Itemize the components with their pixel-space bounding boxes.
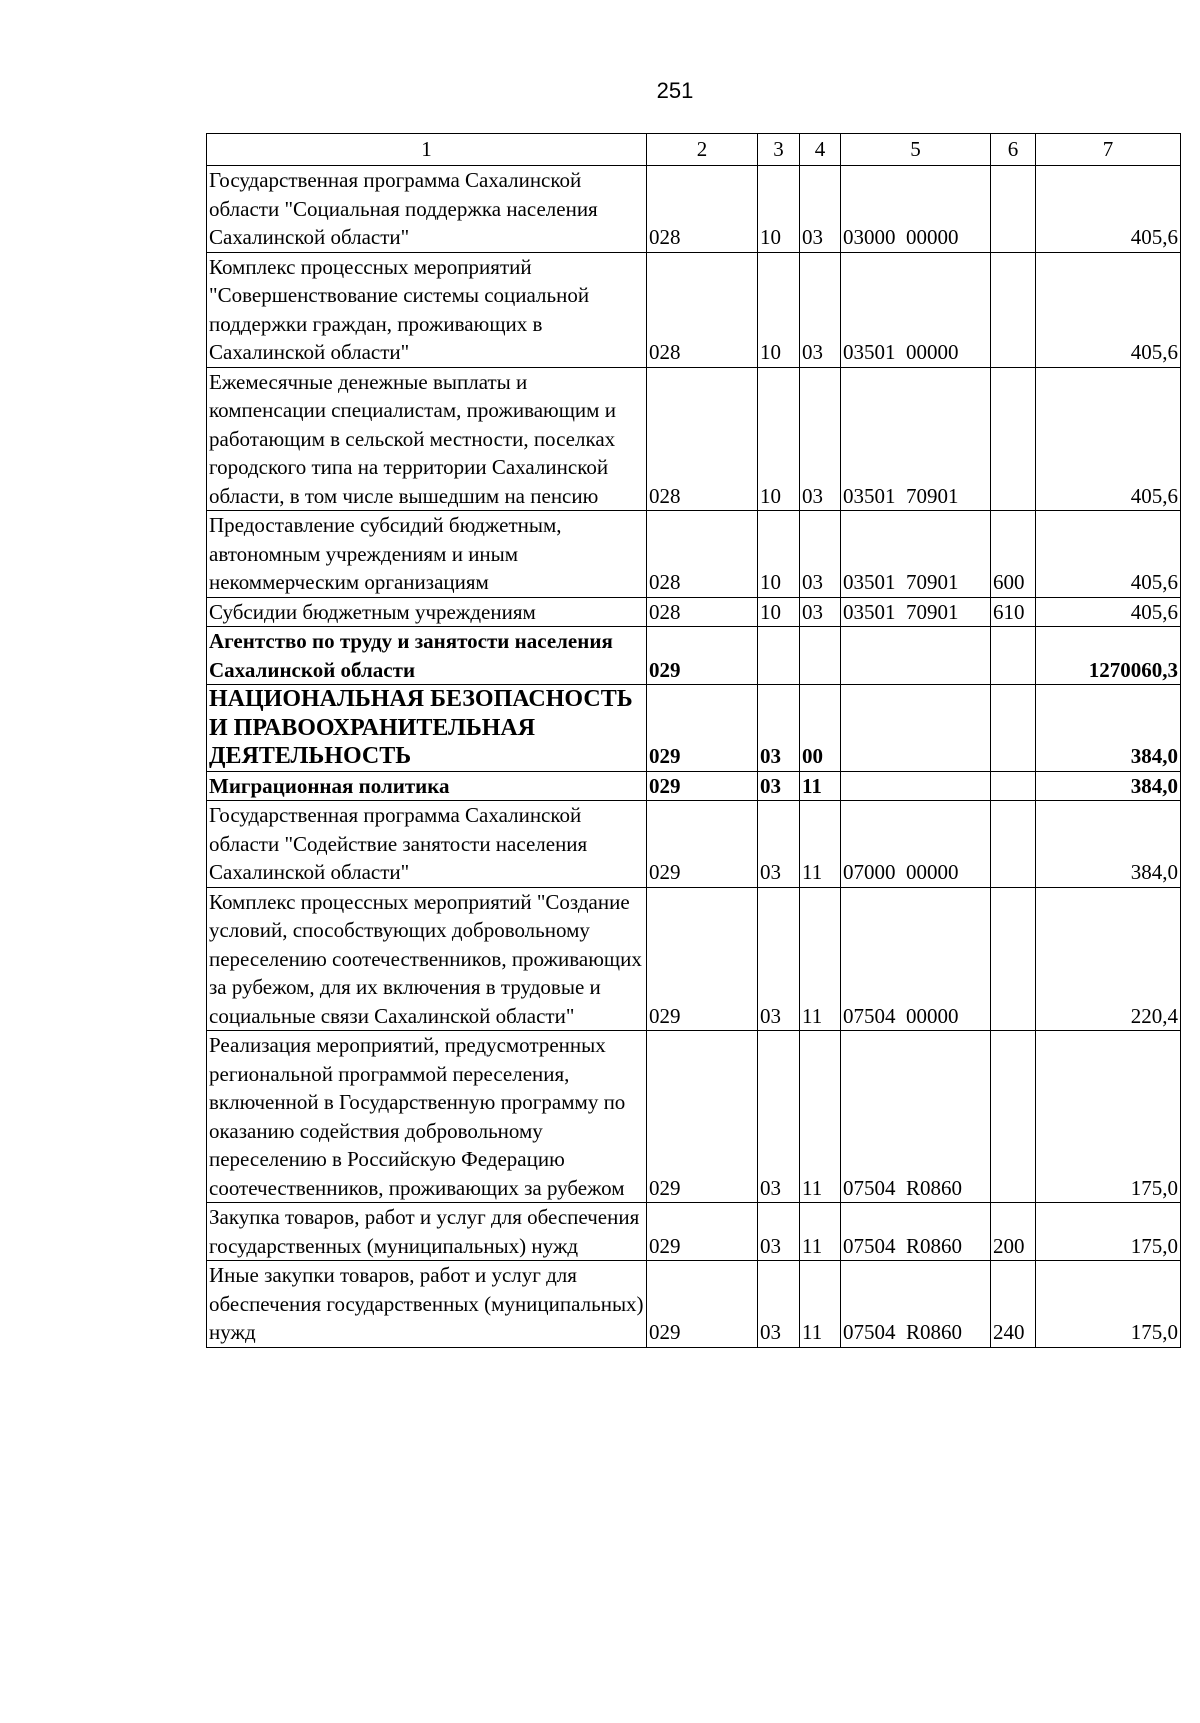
row-admin-code-cell: 029 xyxy=(647,1203,758,1261)
row-expense-type-cell xyxy=(991,801,1036,888)
row-expense-type-cell: 240 xyxy=(991,1261,1036,1348)
row-expense-type-cell xyxy=(991,367,1036,511)
row-amount-cell: 384,0 xyxy=(1036,801,1181,888)
row-admin-code-cell: 029 xyxy=(647,627,758,685)
column-header: 6 xyxy=(991,134,1036,166)
row-subsection-cell: 11 xyxy=(800,1031,841,1203)
row-section-cell: 03 xyxy=(758,1203,800,1261)
row-section-cell: 10 xyxy=(758,252,800,367)
row-amount-cell: 384,0 xyxy=(1036,771,1181,801)
row-section-cell: 03 xyxy=(758,887,800,1031)
column-header: 1 xyxy=(207,134,647,166)
table-row xyxy=(207,801,1181,888)
table-row xyxy=(207,252,1181,367)
row-subsection-cell: 11 xyxy=(800,771,841,801)
row-name-cell: Государственная программа Сахалинской области "Содействие занятости населения Сахалинской области" xyxy=(207,801,647,888)
row-amount-cell: 405,6 xyxy=(1036,511,1181,598)
row-subsection-cell: 03 xyxy=(800,511,841,598)
table-row xyxy=(207,1031,1181,1203)
header-row xyxy=(207,134,1181,166)
row-section-cell: 10 xyxy=(758,166,800,253)
row-admin-code-cell: 028 xyxy=(647,367,758,511)
row-admin-code-cell: 029 xyxy=(647,685,758,772)
row-name-cell: Комплекс процессных мероприятий "Совершенствование системы социальной поддержки граждан, проживающих в Сахалинской области" xyxy=(207,252,647,367)
row-target-article-cell: 07504 R0860 xyxy=(841,1203,991,1261)
row-target-article-cell: 07000 00000 xyxy=(841,801,991,888)
table-row xyxy=(207,166,1181,253)
row-target-article-cell: 03501 70901 xyxy=(841,367,991,511)
row-amount-cell: 384,0 xyxy=(1036,685,1181,772)
table-row xyxy=(207,367,1181,511)
row-admin-code-cell: 029 xyxy=(647,1031,758,1203)
row-admin-code-cell: 028 xyxy=(647,166,758,253)
row-name-cell: Агентство по труду и занятости населения Сахалинской области xyxy=(207,627,647,685)
row-name-cell: Субсидии бюджетным учреждениям xyxy=(207,597,647,627)
row-name-cell: Реализация мероприятий, предусмотренных региональной программой переселения, включенной в Государственную программу по оказанию содействия добровольному переселению в Российскую Федерацию соотечественников, проживающих за рубежом xyxy=(207,1031,647,1203)
row-section-cell: 10 xyxy=(758,511,800,598)
row-subsection-cell: 03 xyxy=(800,166,841,253)
row-subsection-cell: 00 xyxy=(800,685,841,772)
row-expense-type-cell: 200 xyxy=(991,1203,1036,1261)
table-row xyxy=(207,1261,1181,1348)
row-section-cell: 03 xyxy=(758,1261,800,1348)
budget-table xyxy=(206,133,1181,1348)
row-amount-cell: 405,6 xyxy=(1036,367,1181,511)
row-target-article-cell: 03501 00000 xyxy=(841,252,991,367)
table-row xyxy=(207,771,1181,801)
row-subsection-cell xyxy=(800,627,841,685)
row-section-cell: 03 xyxy=(758,771,800,801)
row-subsection-cell: 11 xyxy=(800,887,841,1031)
row-subsection-cell: 11 xyxy=(800,801,841,888)
row-name-cell: Предоставление субсидий бюджетным, автономным учреждениям и иным некоммерческим организациям xyxy=(207,511,647,598)
row-target-article-cell: 03501 70901 xyxy=(841,511,991,598)
row-section-cell: 10 xyxy=(758,597,800,627)
row-subsection-cell: 03 xyxy=(800,367,841,511)
row-admin-code-cell: 028 xyxy=(647,597,758,627)
row-admin-code-cell: 028 xyxy=(647,252,758,367)
row-expense-type-cell xyxy=(991,1031,1036,1203)
column-header: 5 xyxy=(841,134,991,166)
row-admin-code-cell: 029 xyxy=(647,771,758,801)
row-amount-cell: 220,4 xyxy=(1036,887,1181,1031)
row-amount-cell: 175,0 xyxy=(1036,1031,1181,1203)
row-amount-cell: 405,6 xyxy=(1036,166,1181,253)
row-amount-cell: 405,6 xyxy=(1036,597,1181,627)
row-target-article-cell: 07504 00000 xyxy=(841,887,991,1031)
table-row xyxy=(207,887,1181,1031)
row-target-article-cell: 03000 00000 xyxy=(841,166,991,253)
row-name-cell: Ежемесячные денежные выплаты и компенсации специалистам, проживающим и работающим в сельской местности, поселках городского типа на территории Сахалинской области, в том числе вышедшим на пенсию xyxy=(207,367,647,511)
table-row xyxy=(207,685,1181,772)
page-number: 251 xyxy=(656,78,694,103)
row-admin-code-cell: 028 xyxy=(647,511,758,598)
row-amount-cell: 1270060,3 xyxy=(1036,627,1181,685)
table-row xyxy=(207,597,1181,627)
row-amount-cell: 175,0 xyxy=(1036,1203,1181,1261)
row-expense-type-cell xyxy=(991,685,1036,772)
row-admin-code-cell: 029 xyxy=(647,801,758,888)
row-expense-type-cell: 600 xyxy=(991,511,1036,598)
column-header: 3 xyxy=(758,134,800,166)
row-target-article-cell: 07504 R0860 xyxy=(841,1031,991,1203)
row-section-cell: 03 xyxy=(758,685,800,772)
row-admin-code-cell: 029 xyxy=(647,1261,758,1348)
column-header: 2 xyxy=(647,134,758,166)
row-expense-type-cell xyxy=(991,771,1036,801)
row-section-cell xyxy=(758,627,800,685)
row-expense-type-cell: 610 xyxy=(991,597,1036,627)
column-header: 7 xyxy=(1036,134,1181,166)
row-expense-type-cell xyxy=(991,252,1036,367)
row-target-article-cell xyxy=(841,627,991,685)
table-row xyxy=(207,627,1181,685)
row-target-article-cell: 03501 70901 xyxy=(841,597,991,627)
row-section-cell: 03 xyxy=(758,1031,800,1203)
row-subsection-cell: 11 xyxy=(800,1203,841,1261)
table-row xyxy=(207,1203,1181,1261)
row-target-article-cell: 07504 R0860 xyxy=(841,1261,991,1348)
table-row xyxy=(207,511,1181,598)
row-amount-cell: 175,0 xyxy=(1036,1261,1181,1348)
row-section-cell: 10 xyxy=(758,367,800,511)
row-target-article-cell xyxy=(841,771,991,801)
row-expense-type-cell xyxy=(991,166,1036,253)
row-name-cell: Закупка товаров, работ и услуг для обеспечения государственных (муниципальных) нужд xyxy=(207,1203,647,1261)
row-admin-code-cell: 029 xyxy=(647,887,758,1031)
row-amount-cell: 405,6 xyxy=(1036,252,1181,367)
row-expense-type-cell xyxy=(991,887,1036,1031)
row-name-cell: Иные закупки товаров, работ и услуг для обеспечения государственных (муниципальных) нужд xyxy=(207,1261,647,1348)
row-name-cell: Комплекс процессных мероприятий "Создание условий, способствующих добровольному переселению соотечественников, проживающих за рубежом, для их включения в трудовые и социальные связи Сахалинской области" xyxy=(207,887,647,1031)
row-subsection-cell: 03 xyxy=(800,252,841,367)
row-expense-type-cell xyxy=(991,627,1036,685)
row-subsection-cell: 03 xyxy=(800,597,841,627)
row-target-article-cell xyxy=(841,685,991,772)
column-header: 4 xyxy=(800,134,841,166)
row-name-cell: НАЦИОНАЛЬНАЯ БЕЗОПАСНОСТЬ И ПРАВООХРАНИТЕЛЬНАЯ ДЕЯТЕЛЬНОСТЬ xyxy=(207,685,647,772)
row-name-cell: Миграционная политика xyxy=(207,771,647,801)
row-section-cell: 03 xyxy=(758,801,800,888)
row-name-cell: Государственная программа Сахалинской области "Социальная поддержка населения Сахалинской области" xyxy=(207,166,647,253)
row-subsection-cell: 11 xyxy=(800,1261,841,1348)
